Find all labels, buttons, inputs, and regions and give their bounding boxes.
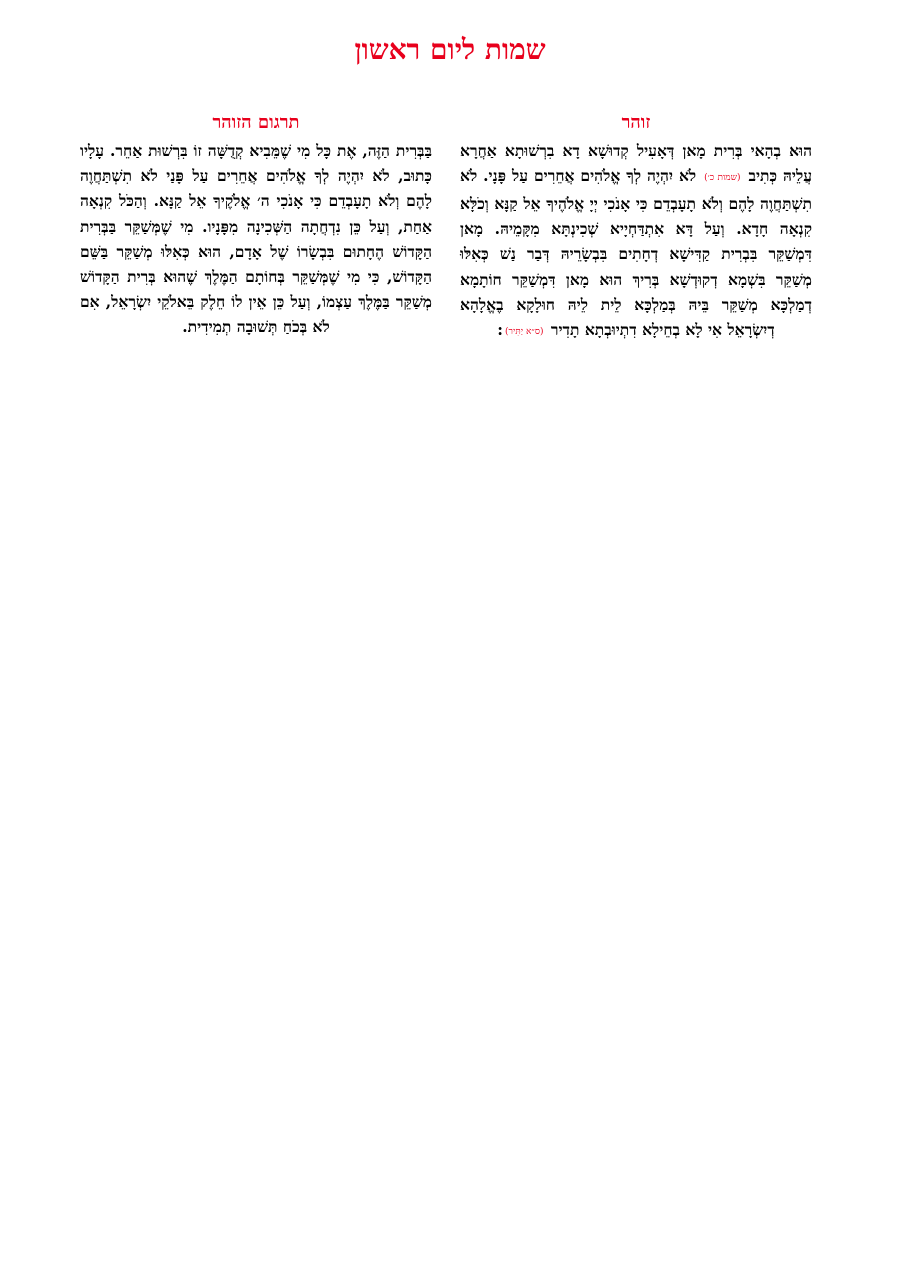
zohar-column — [460, 110, 812, 345]
targum-column — [80, 110, 432, 340]
targum-text: בַּבְּרִית הַזֶּה, אֶת כָּל מִי שֶׁמֵּבִיא קְדֻשָּׁה זוֹ בִּרְשׁוּת אַחֵר. עָלָיו כָּתוּב, לֹא יִהְיֶה לְךָ אֱלֹהִים אֲחֵרִים עַל פָּנַי לֹא תִשְׁתַּחֲוֶה לָהֶם וְלֹא תָעָבְדֵם כִּי אָנֹכִי ה׳ אֱלֹקֶיךָ אֵל קַנָּא. וְהַכֹּל קִנְאָה אַחַת, וְעַל כֵּן נִדְחֲתָה הַשְּׁכִינָה מִפָּנָיו. מִי שֶׁמְּשַׁקֵּר בַּבְּרִית הַקָּדוֹשׁ הֶחָתוּם בִּבְשָׂרוֹ שֶׁל אָדָם, הוּא כְּאִלּוּ מְשַׁקֵּר בַּשֵּׁם הַקָּדוֹשׁ, כִּי מִי שֶׁמְּשַׁקֵּר בְּחוֹתָם הַמֶּלֶךְ שֶׁהוּא בְּרִית הַקָּדוֹשׁ מְשַׁקֵּר בַּמֶּלֶךְ עַצְמוֹ, וְעַל כֵּן אֵין לוֹ חֵלֶק בֵּאלֹקֵי יִשְׂרָאֵל, אִם לֹא בְּכֹחַ תְּשׁוּבָה תְמִידִית. — [80, 141, 432, 337]
zohar-text-part1: הוּא בְהָאי בְּרִית מָאן דְּאָעִיל קְדוּשָׁא דָא בִרְשׁוּתָא אַחֲרָא עֲלֵיהּ כְּתִיב — [460, 141, 812, 186]
zohar-text-part2: לֹא יִהְיֶה לְךָ אֱלֹהִים אֲחֵרִים עַל פָּנָי. לֹא תִשְׁתַּחֲוֶה לָהֶם וְלֹא תָעָבְדֵם כִּי אָנֹכִי יְיָ אֱלֹהֶיךָ אֵל קַנָּא וְכֹלָּא קִנְאָה חָדָא. וְעַל דָּא אִתְדַּחְיָיא שְׁכִינְתָּא מִקָּמֵיהּ. מָאן דִּמְשַׁקֵּר בִּבְרִית קַדִּישָׁא דְחָתִים בִּבְשָׂרֵיהּ דְּבַר נַשׁ כְּאִלּוּ מְשַׁקֵּר בִּשְׁמָא דְקוּדְשָׁא בְּרִיךְ הוּא מָאן דִּמְשַׁקֵּר חוֹתָמָא דְמַלְכָּא מְשַׁקֵּר בֵּיהּ בְּמַלְכָּא לֵית לֵיהּ חוּלָקָא בֶאֱלָהָא דְיִשְׂרָאֵל אִי לָא בְחֵילָא דִתְיוּבְתָא תָדִיר — [460, 166, 812, 340]
page-title: שמות ליום ראשון — [354, 33, 546, 66]
zohar-text — [460, 138, 812, 345]
zohar-text-end: : — [497, 320, 504, 340]
zohar-heading: זוהר — [621, 112, 651, 133]
targum-heading: תרגום הזוהר — [212, 112, 300, 133]
alternate-reading-note: (ס״א יַתִּיר) — [505, 326, 544, 337]
verse-reference: (שמות כ׳) — [704, 172, 741, 183]
